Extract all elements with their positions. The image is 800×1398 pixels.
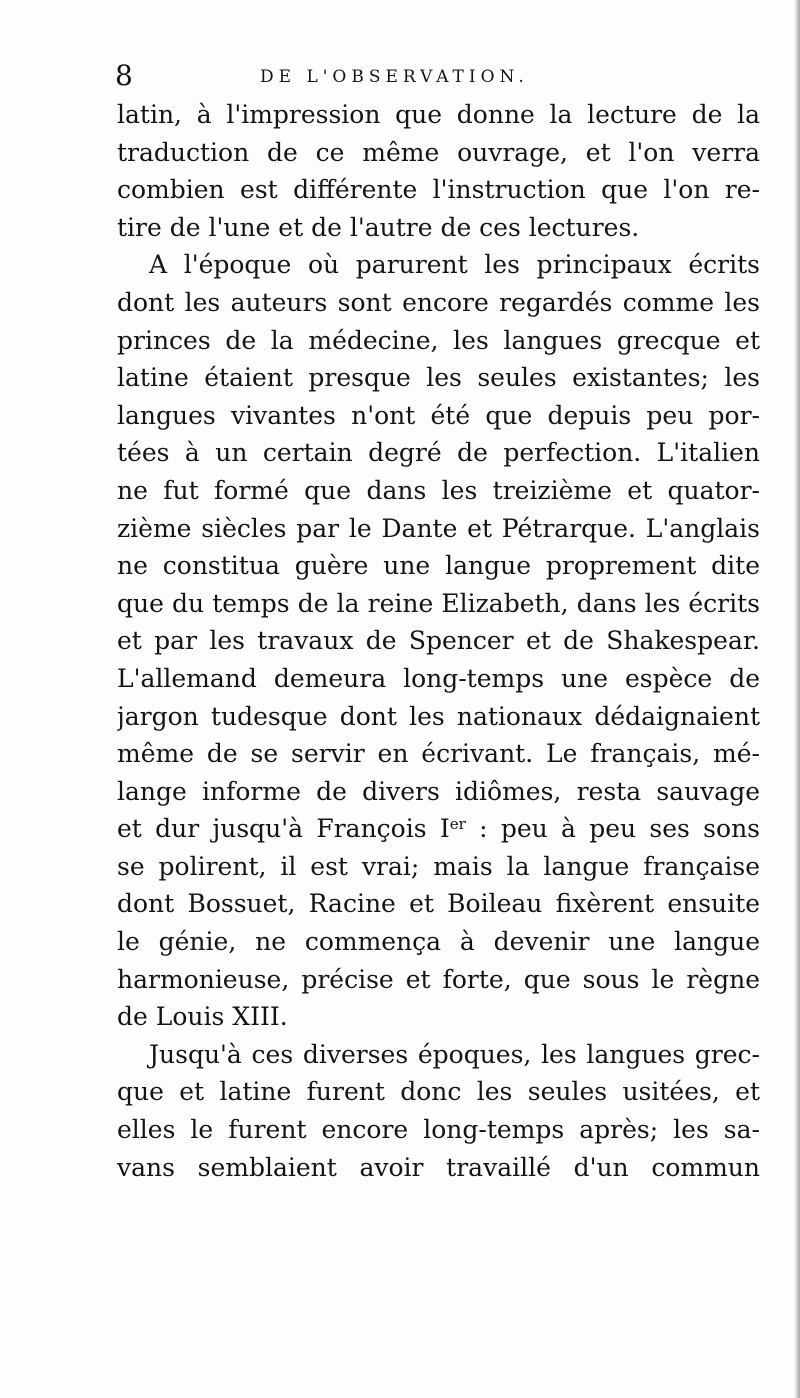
text-line: Jusqu'à ces diverses époques, les langues grec-: [149, 1039, 760, 1069]
text-line: ne fut formé que dans les treizième et quator-: [117, 475, 760, 505]
text-line: traduction de ce même ouvrage, et l'on verra: [117, 137, 760, 167]
text-line: et par les travaux de Spencer et de Shakespear.: [117, 626, 760, 656]
text-line: L'allemand demeura long-temps une espèce de: [117, 663, 760, 693]
text-line: ne constitua guère une langue proprement dite: [117, 551, 760, 581]
text-line: elles le furent encore long-temps après; les sa-: [117, 1115, 760, 1145]
text-line: tire de l'une et de l'autre de ces lectures.: [117, 212, 640, 242]
ordinal-suffix: er: [449, 815, 466, 834]
text-line: que et latine furent donc les seules usitées, et: [117, 1077, 760, 1107]
text-line: latin, à l'impression que donne la lecture de la: [117, 100, 760, 129]
text-fragment: et dur jusqu'à François I: [117, 814, 450, 844]
running-title: DE L'OBSERVATION.: [260, 67, 529, 87]
text-line: de Louis XIII.: [117, 1002, 288, 1032]
text-line: lange informe de divers idiômes, resta sauvage: [117, 776, 760, 806]
text-line: tées à un certain degré de perfection. L'italien: [117, 438, 760, 468]
body-text: [117, 96, 760, 1186]
text-line: harmonieuse, précise et forte, que sous le règne: [117, 964, 760, 994]
text-line: princes de la médecine, les langues grecque et: [117, 325, 760, 355]
text-line: A l'époque où parurent les principaux écrits: [149, 250, 760, 280]
running-head: [115, 60, 735, 92]
text-line: langues vivantes n'ont été que depuis peu por-: [117, 400, 760, 430]
paragraph-3: [117, 1036, 760, 1186]
text-line: même de se servir en écrivant. Le français, mé-: [117, 739, 760, 769]
text-line: combien est différente l'instruction que l'on re-: [117, 175, 760, 205]
text-line: dont les auteurs sont encore regardés comme les: [117, 287, 760, 317]
text-line: vans semblaient avoir travaillé d'un commun: [117, 1152, 760, 1182]
text-fragment: : peu à peu ses sons: [465, 814, 760, 844]
text-line: que du temps de la reine Elizabeth, dans les écrits: [117, 588, 760, 618]
page-edge-shadow: [794, 0, 800, 1398]
paragraph-1: [117, 96, 760, 246]
text-line: latine étaient presque les seules existantes; les: [117, 363, 760, 393]
text-line: le génie, ne commença à devenir une langue: [117, 927, 760, 957]
paragraph-2: [117, 246, 760, 1035]
text-line: se polirent, il est vrai; mais la langue française: [117, 851, 760, 881]
text-line: dont Bossuet, Racine et Boileau fixèrent ensuite: [117, 889, 760, 919]
text-line: jargon tudesque dont les nationaux dédaignaient: [117, 701, 760, 731]
page-number: 8: [115, 59, 133, 92]
text-line-francois: [117, 810, 760, 848]
text-line: zième siècles par le Dante et Pétrarque. L'anglais: [117, 513, 760, 543]
